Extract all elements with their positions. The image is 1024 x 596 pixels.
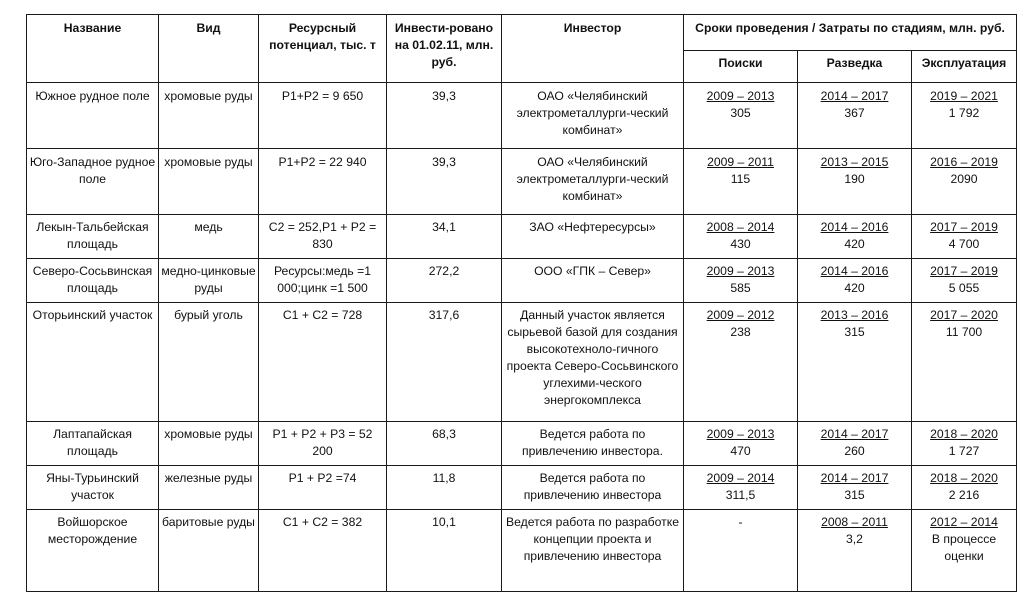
cell-type: бурый уголь: [159, 303, 259, 422]
cell-type: хромовые руды: [159, 149, 259, 215]
stage-period: 2009 – 2011: [707, 155, 774, 169]
table-row: [27, 303, 1017, 422]
stage-cost: 190: [844, 172, 865, 186]
stage-period: 2019 – 2021: [930, 89, 998, 103]
cell-name: Юго-Западное рудное поле: [27, 149, 159, 215]
cell-resource: Ресурсы:медь =1 000;цинк =1 500: [259, 259, 387, 303]
cell-name: Северо-Сосьвинская площадь: [27, 259, 159, 303]
cell-exploitation: [912, 215, 1017, 259]
cell-exploitation: [912, 259, 1017, 303]
header-exploration: Разведка: [798, 51, 912, 83]
stage-period: 2008 – 2011: [821, 515, 888, 529]
stage-cost: 115: [730, 172, 751, 186]
stage-cost: 260: [844, 444, 865, 458]
cell-investor: ОАО «Челябинский электрометаллурги-ческий комбинат»: [502, 149, 684, 215]
stage-cost: 1 727: [948, 444, 980, 458]
stage-period: 2016 – 2019: [930, 155, 998, 169]
stage-cost: 315: [844, 488, 865, 502]
stage-period: 2018 – 2020: [930, 427, 998, 441]
stage-period: 2014 – 2017: [820, 471, 889, 485]
cell-search: [684, 149, 798, 215]
cell-resource: Р1 + Р2 =74: [259, 466, 387, 510]
cell-invested: 39,3: [387, 83, 502, 149]
cell-investor: ЗАО «Нефтересурсы»: [502, 215, 684, 259]
stage-period: 2014 – 2017: [820, 89, 889, 103]
stage-cost: 2 216: [948, 488, 980, 502]
cell-exploitation: [912, 466, 1017, 510]
cell-name: Лаптапайская площадь: [27, 422, 159, 466]
cell-resource: Р1+Р2 = 9 650: [259, 83, 387, 149]
stage-period: 2009 – 2014: [706, 471, 775, 485]
header-search: Поиски: [684, 51, 798, 83]
cell-type: хромовые руды: [159, 422, 259, 466]
cell-investor: ОАО «Челябинский электрометаллурги-ческий комбинат»: [502, 83, 684, 149]
cell-investor: ООО «ГПК – Север»: [502, 259, 684, 303]
cell-exploration: [798, 259, 912, 303]
deposits-table: [26, 14, 1017, 592]
cell-exploration: [798, 303, 912, 422]
stage-cost: 367: [844, 106, 865, 120]
table-row: [27, 215, 1017, 259]
cell-resource: С1 + С2 = 382: [259, 510, 387, 592]
cell-invested: 39,3: [387, 149, 502, 215]
cell-exploitation: [912, 510, 1017, 592]
cell-name: Войшорское месторождение: [27, 510, 159, 592]
cell-search: [684, 303, 798, 422]
table-row: [27, 422, 1017, 466]
stage-cost: 2090: [950, 172, 978, 186]
stage-period: 2009 – 2013: [706, 264, 775, 278]
table-row: [27, 83, 1017, 149]
cell-search: [684, 510, 798, 592]
stage-period: 2014 – 2017: [820, 427, 889, 441]
cell-search: [684, 215, 798, 259]
stage-period: 2018 – 2020: [930, 471, 998, 485]
cell-exploration: [798, 149, 912, 215]
cell-exploration: [798, 83, 912, 149]
header-invested: Инвести-ровано на 01.02.11, млн. руб.: [387, 15, 502, 83]
stage-cost: 238: [730, 325, 751, 339]
stage-period: 2013 – 2015: [820, 155, 889, 169]
cell-type: хромовые руды: [159, 83, 259, 149]
cell-name: Южное рудное поле: [27, 83, 159, 149]
cell-invested: 272,2: [387, 259, 502, 303]
stage-cost: 585: [730, 281, 751, 295]
stage-cost: 3,2: [846, 532, 863, 546]
stage-period: 2009 – 2012: [706, 308, 775, 322]
cell-name: Яны-Турьинский участок: [27, 466, 159, 510]
table-body: [27, 83, 1017, 592]
stage-period: 2009 – 2013: [706, 89, 775, 103]
cell-search: [684, 83, 798, 149]
header-exploitation: Эксплуатация: [912, 51, 1017, 83]
cell-resource: Р1 + Р2 + Р3 = 52 200: [259, 422, 387, 466]
cell-search: [684, 259, 798, 303]
cell-search: [684, 422, 798, 466]
cell-resource: С2 = 252,Р1 + Р2 = 830: [259, 215, 387, 259]
cell-exploitation: [912, 422, 1017, 466]
cell-type: медь: [159, 215, 259, 259]
cell-invested: 11,8: [387, 466, 502, 510]
stage-period: 2008 – 2014: [706, 220, 775, 234]
stage-period: 2009 – 2013: [706, 427, 775, 441]
stage-cost: 420: [844, 281, 865, 295]
cell-investor: Ведется работа по привлечению инвестора.: [502, 422, 684, 466]
cell-type: баритовые руды: [159, 510, 259, 592]
stage-period: 2017 – 2020: [930, 308, 998, 322]
cell-type: железные руды: [159, 466, 259, 510]
cell-search: [684, 466, 798, 510]
stage-period: 2014 – 2016: [820, 220, 889, 234]
cell-exploitation: [912, 83, 1017, 149]
cell-investor: Ведется работа по привлечению инвестора: [502, 466, 684, 510]
table-row: [27, 466, 1017, 510]
cell-invested: 10,1: [387, 510, 502, 592]
cell-resource: Р1+Р2 = 22 940: [259, 149, 387, 215]
stage-period: 2013 – 2016: [820, 308, 889, 322]
stage-cost: 420: [844, 237, 865, 251]
header-type: Вид: [159, 15, 259, 83]
cell-invested: 34,1: [387, 215, 502, 259]
table-row: [27, 259, 1017, 303]
stage-cost: В процессе оценки: [931, 532, 997, 563]
cell-exploration: [798, 510, 912, 592]
cell-invested: 68,3: [387, 422, 502, 466]
cell-type: медно-цинковые руды: [159, 259, 259, 303]
stage-cost: 305: [730, 106, 751, 120]
stage-cost: 311,5: [725, 488, 756, 502]
cell-exploitation: [912, 303, 1017, 422]
table-row: [27, 149, 1017, 215]
stage-cost: 470: [730, 444, 751, 458]
cell-investor: Данный участок является сырьевой базой для создания высокотехноло-гичного проекта Северо-Сосьвинского углехими-ческого энергокомплекса: [502, 303, 684, 422]
header-name: Название: [27, 15, 159, 83]
cell-exploration: [798, 422, 912, 466]
header-stages: Сроки проведения / Затраты по стадиям, млн. руб.: [684, 15, 1017, 51]
stage-cost: 1 792: [948, 106, 980, 120]
cell-name: Лекын-Тальбейская площадь: [27, 215, 159, 259]
stage-period: 2017 – 2019: [930, 220, 998, 234]
stage-cost: -: [738, 515, 743, 529]
cell-investor: Ведется работа по разработке концепции проекта и привлечению инвестора: [502, 510, 684, 592]
cell-exploration: [798, 466, 912, 510]
stage-cost: 5 055: [948, 281, 980, 295]
table-row: [27, 510, 1017, 592]
cell-invested: 317,6: [387, 303, 502, 422]
cell-resource: С1 + С2 = 728: [259, 303, 387, 422]
stage-cost: 11 700: [945, 325, 983, 339]
stage-period: 2017 – 2019: [930, 264, 998, 278]
cell-exploration: [798, 215, 912, 259]
stage-period: 2012 – 2014: [930, 515, 998, 529]
stage-cost: 315: [844, 325, 865, 339]
stage-cost: 430: [730, 237, 751, 251]
stage-period: 2014 – 2016: [820, 264, 889, 278]
stage-cost: 4 700: [948, 237, 980, 251]
header-row: [27, 15, 1017, 51]
header-resource: Ресурсный потенциал, тыс. т: [259, 15, 387, 83]
cell-exploitation: [912, 149, 1017, 215]
cell-name: Оторьинский участок: [27, 303, 159, 422]
header-investor: Инвестор: [502, 15, 684, 83]
